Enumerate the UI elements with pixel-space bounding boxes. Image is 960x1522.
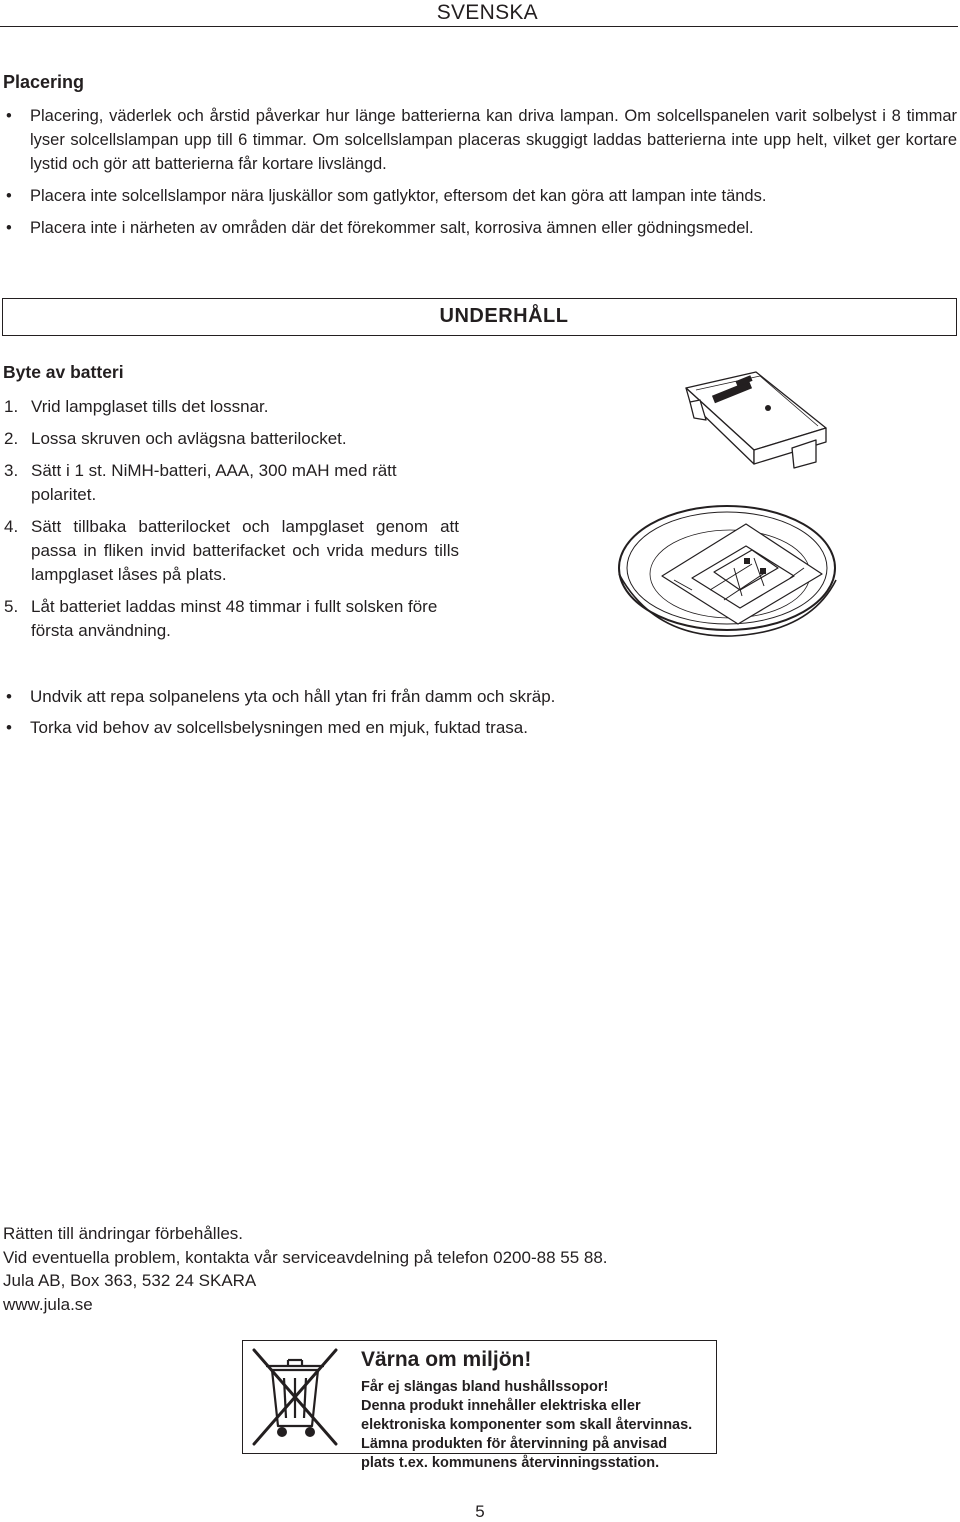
step-item <box>4 395 459 419</box>
step-number: 1. <box>4 397 19 416</box>
bullet-text: Placering, väderlek och årstid påverkar hur länge batterierna kan driva lampan. Om solcellspanelen varit solbelyst i 8 timmar lyser solcellslampan upp till 6 timmar. Om solcellslampan placeras skuggigt laddas batterierna inte upp helt, vilket ger kortare lystid och gör att batterierna får kortare livslängd. <box>30 107 957 173</box>
footer-line: Jula AB, Box 363, 532 24 SKARA <box>3 1271 257 1290</box>
bullet-text: Placera inte i närheten av områden där det förekommer salt, korrosiva ämnen eller gödningsmedel. <box>30 219 754 237</box>
crossed-out-wheelie-bin-icon <box>250 1346 340 1448</box>
footer-info <box>3 1222 608 1316</box>
step-number: 3. <box>4 461 19 480</box>
battery-subtitle: Byte av batteri <box>3 362 124 382</box>
bullet-text: Placera inte solcellslampor nära ljuskällor som gatlyktor, eftersom det kan göra att lampan inte tänds. <box>30 187 767 205</box>
step-item <box>4 595 459 643</box>
weee-line: elektroniska komponenter som skall återvinnas. <box>361 1417 693 1433</box>
header-rule <box>0 26 958 27</box>
underhall-title-text: UNDERHÅLL <box>439 305 569 327</box>
step-item <box>4 427 459 451</box>
battery-cover-illustration <box>676 366 836 470</box>
list-item: • Torka vid behov av solcellsbelysningen med en mjuk, fuktad trasa. <box>6 718 528 737</box>
step-text: Låt batteriet laddas minst 48 timmar i fullt solsken före första användning. <box>31 597 438 640</box>
step-text: Sätt tillbaka batterilocket och lampglaset genom att passa in fliken invid batterifacket och vrida medurs tills lampglaset låses på plats. <box>31 517 459 584</box>
step-number: 5. <box>4 597 19 616</box>
underhall-title <box>0 305 960 328</box>
list-item: • Undvik att repa solpanelens yta och håll ytan fri från damm och skräp. <box>6 687 556 706</box>
list-item: • Placering, väderlek och årstid påverkar hur länge batterierna kan driva lampan. Om solcellspanelen varit solbelyst i 8 timmar lyser solcellslampan upp till 6 timmar. Om solcellslampan placeras skuggigt laddas batterierna inte upp helt, vilket ger kortare lystid och gör att batterierna får kortare livslängd. <box>6 107 957 173</box>
lamp-base-illustration <box>614 496 842 642</box>
weee-line: Denna produkt innehåller elektriska eller <box>361 1398 641 1414</box>
step-item <box>4 515 459 587</box>
step-text: Vrid lampglaset tills det lossnar. <box>31 397 269 416</box>
weee-line: Lämna produkten för återvinning på anvisad <box>361 1436 668 1452</box>
step-number: 4. <box>4 517 19 536</box>
care-list <box>3 685 957 740</box>
placering-list <box>3 104 957 248</box>
step-number: 2. <box>4 429 19 448</box>
weee-text <box>361 1378 711 1473</box>
list-item: • Placera inte i närheten av områden där det förekommer salt, korrosiva ämnen eller gödningsmedel. <box>6 219 754 237</box>
step-text: Sätt i 1 st. NiMH-batteri, AAA, 300 mAH med rätt polaritet. <box>31 461 397 504</box>
weee-line: plats t.ex. kommunens återvinningsstation. <box>361 1455 660 1471</box>
page-number: 5 <box>475 1502 485 1521</box>
language-header <box>0 0 960 28</box>
steps-list <box>4 395 459 651</box>
footer-line: Vid eventuella problem, kontakta vår serviceavdelning på telefon 0200-88 55 88. <box>3 1247 608 1267</box>
placering-title: Placering <box>3 72 85 92</box>
weee-heading: Värna om miljön! <box>361 1348 532 1371</box>
language-label: SVENSKA <box>436 1 538 24</box>
footer-link[interactable]: www.jula.se <box>3 1294 93 1314</box>
weee-line: Får ej slängas bland hushållssopor! <box>361 1379 609 1395</box>
footer-line: Rätten till ändringar förbehålles. <box>3 1224 244 1243</box>
bullet-text: Torka vid behov av solcellsbelysningen med en mjuk, fuktad trasa. <box>30 718 528 737</box>
step-item <box>4 459 459 507</box>
bullet-text: Undvik att repa solpanelens yta och håll ytan fri från damm och skräp. <box>30 687 556 706</box>
list-item: • Placera inte solcellslampor nära ljuskällor som gatlyktor, eftersom det kan göra att lampan inte tänds. <box>6 187 767 205</box>
step-text: Lossa skruven och avlägsna batterilocket. <box>31 429 347 448</box>
